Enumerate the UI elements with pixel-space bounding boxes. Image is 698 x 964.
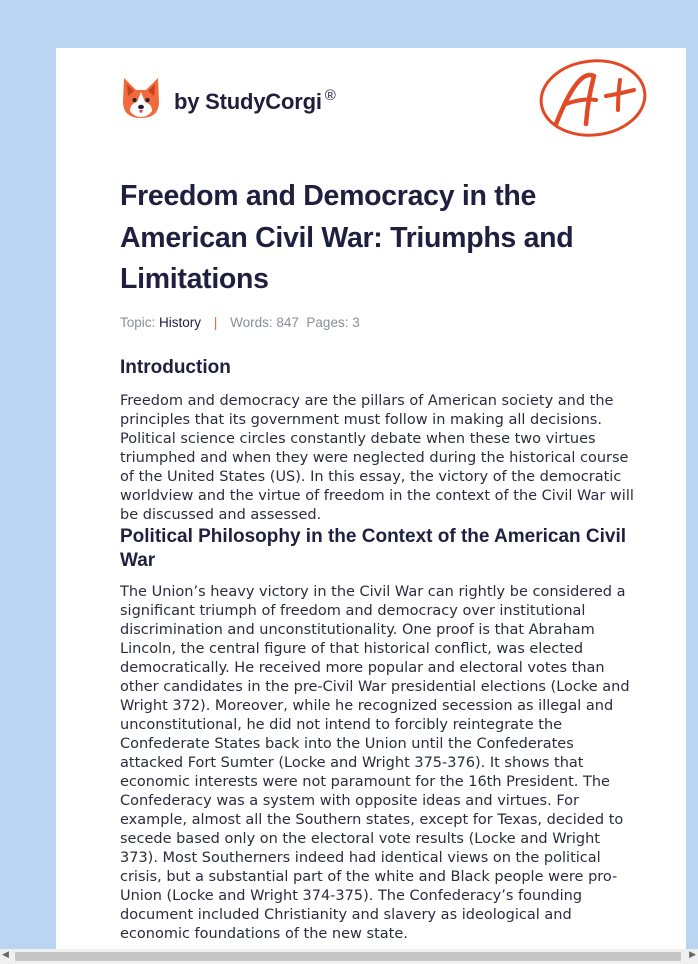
scrollbar-thumb[interactable] (15, 952, 681, 961)
section-heading-introduction: Introduction (120, 356, 231, 378)
page-count: Pages: 3 (306, 314, 360, 330)
brand-name: by StudyCorgi ® (174, 87, 336, 114)
section-body-political-philosophy: The Union’s heavy victory in the Civil War can rightly be considered a significant triumph of freedom and democracy over institutional discrimination and unconstitutionality. One proof is that Abraham Lincoln, the central figure of that historical conflict, was elected democratically. He received more popular and electoral votes than other candidates in the pre-Civil War presidential elections (Locke and Wright 372). Moreover, while he recognized secession as illegal and unconstitutional, he did not intend to forcibly reintegrate the Confederate States back into the Union until the Confederates attacked Fort Sumter (Locke and Wright 375-376). It shows that economic interests were not paramount for the 16th President. The Confederacy was a system with opposite ideas and virtues. For example, almost all the Southern states, except for Texas, decided to secede based only on the electoral vote results (Locke and Wright 373). Most Southerners indeed had identical views on the political crisis, but a substantial part of the white and Black people were pro-Union (Locke and Wright 374-375). The Confederacy’s founding document included Christianity and slavery as ideological and economic foundations of the new state. (120, 583, 630, 942)
document-page (56, 48, 686, 952)
registered-mark: ® (324, 87, 336, 104)
word-count: Words: 847 (230, 314, 299, 330)
essay-meta (120, 315, 634, 330)
scroll-right-icon[interactable]: ▶ (689, 950, 696, 960)
section-body-introduction: Freedom and democracy are the pillars of American society and the principles that its government must follow in making all decisions. Political science circles constantly debate when these two virtues triumphed and when they were neglected during the historical course of the United States (US). In this essay, the victory of the democratic worldview and the virtue of freedom in the context of the Civil War will be discussed and assessed. (120, 392, 634, 523)
essay-title: Freedom and Democracy in the American Civil War: Triumphs and Limitations (120, 180, 574, 295)
corgi-icon (122, 76, 160, 120)
essay-content (120, 176, 634, 944)
topic-link[interactable]: History (159, 314, 202, 330)
scroll-left-icon[interactable]: ◀ (2, 950, 9, 960)
a-plus-grade-icon (538, 58, 648, 140)
studycorgi-logo[interactable] (122, 76, 336, 120)
topic-label: Topic: (120, 314, 156, 330)
horizontal-scrollbar[interactable] (0, 949, 698, 964)
meta-separator: | (213, 314, 218, 330)
section-heading-political-philosophy: Political Philosophy in the Context of the American Civil War (120, 525, 627, 571)
